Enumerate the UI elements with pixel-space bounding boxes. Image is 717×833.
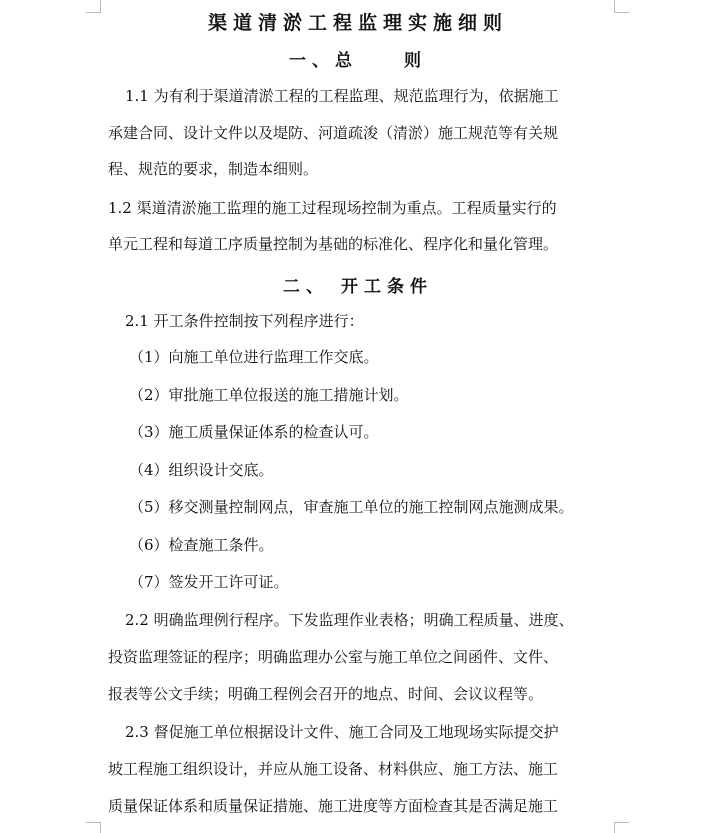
crop-mark-top-left: [86, 0, 101, 13]
paragraph-2-2-line-1: 2.2 明确监理例行程序。下发监理作业表格；明确工程质量、进度、: [125, 611, 574, 629]
paragraph-2-3-line-2: 坡工程施工组织设计，并应从施工设备、材料供应、施工方法、施工: [108, 760, 559, 778]
paragraph-1-1-line-1: 1.1 为有利于渠道清淤工程的工程监理、规范监理行为，依据施工: [125, 87, 559, 105]
paragraph-1-2-line-2: 单元工程和每道工序质量控制为基础的标准化、程序化和量化管理。: [108, 235, 559, 253]
section-heading-start-conditions: 二、 开工条件: [283, 277, 433, 297]
list-item-2: （2）审批施工单位报送的施工措施计划。: [129, 386, 409, 404]
list-item-1: （1）向施工单位进行监理工作交底。: [129, 348, 379, 366]
paragraph-1-1-line-2: 承建合同、设计文件以及堤防、河道疏浚（清淤）施工规范等有关规: [108, 124, 559, 142]
list-item-6: （6）检查施工条件。: [129, 536, 274, 554]
paragraph-2-2-line-3: 报表等公文手续；明确工程例会召开的地点、时间、会议议程等。: [108, 685, 544, 703]
paragraph-1-1-line-3: 程、规范的要求，制造本细则。: [108, 160, 319, 178]
paragraph-2-2-line-2: 投资监理签证的程序；明确监理办公室与施工单位之间函件、文件、: [108, 648, 559, 666]
paragraph-2-1-line-1: 2.1 开工条件控制按下列程序进行：: [125, 312, 364, 330]
document-title: 渠道清淤工程监理实施细则: [207, 12, 508, 34]
list-item-7: （7）签发开工许可证。: [129, 573, 289, 591]
list-item-3: （3）施工质量保证体系的检查认可。: [129, 423, 379, 441]
crop-mark-bottom-right: [614, 822, 629, 833]
list-item-4: （4）组织设计交底。: [129, 461, 274, 479]
paragraph-2-3-line-1: 2.3 督促施工单位根据设计文件、施工合同及工地现场实际提交护: [125, 723, 559, 741]
crop-mark-top-right: [614, 0, 629, 13]
crop-mark-bottom-left: [86, 822, 101, 833]
section-heading-general: 一、总 则: [289, 51, 427, 71]
paragraph-2-3-line-3: 质量保证体系和质量保证措施、施工进度等方面检查其是否满足施工: [108, 797, 559, 815]
paragraph-1-2-line-1: 1.2 渠道清淤施工监理的施工过程现场控制为重点。工程质量实行的: [108, 199, 557, 217]
list-item-5: （5）移交测量控制网点，审查施工单位的施工控制网点施测成果。: [129, 498, 574, 516]
